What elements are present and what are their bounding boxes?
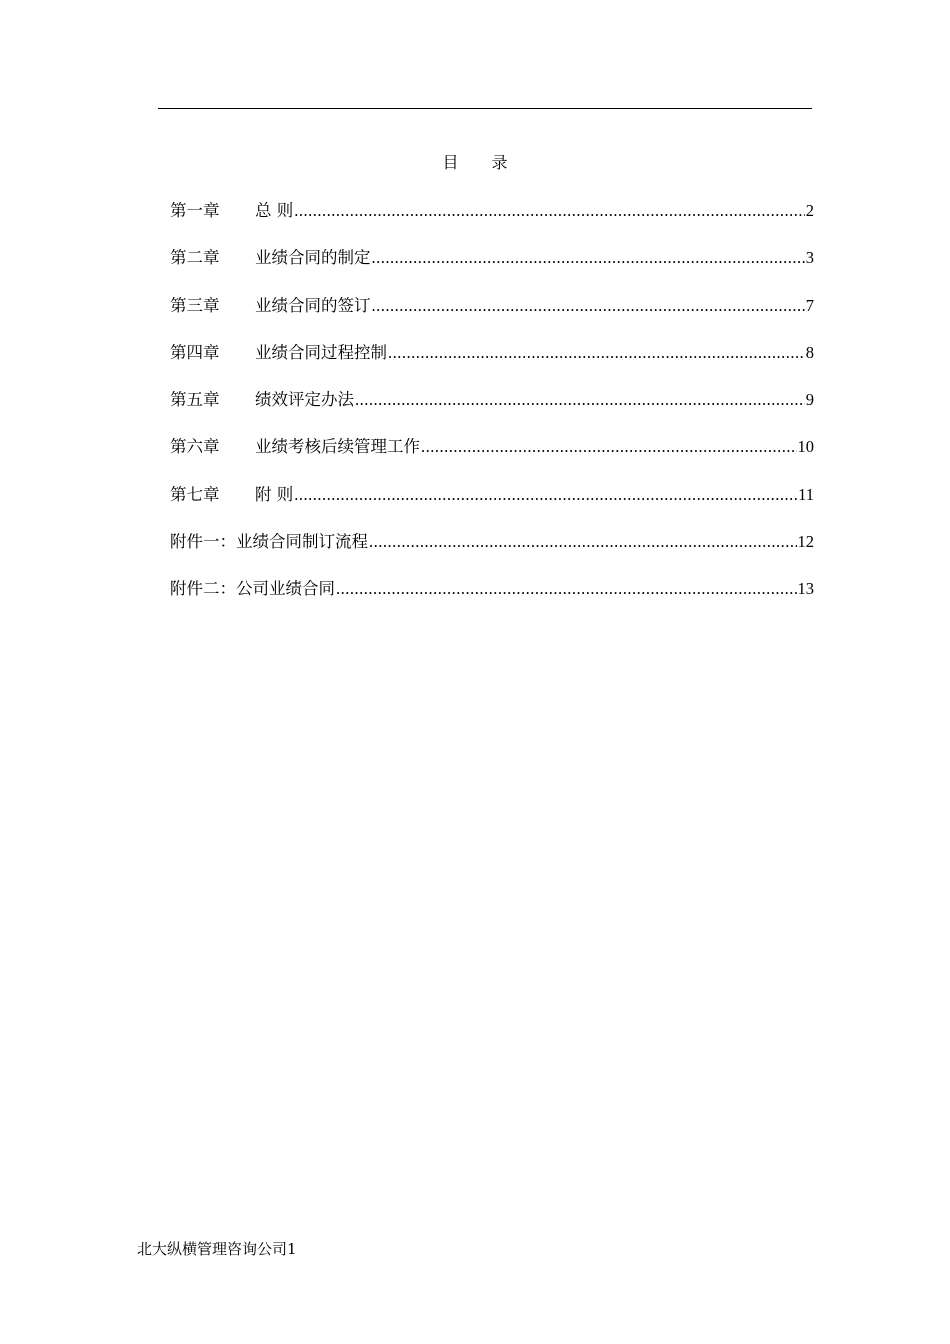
toc-entry-chapter-6[interactable] [170, 433, 814, 480]
toc-entry-chapter-1[interactable] [170, 197, 814, 244]
toc-entry-label: 公司业绩合同 [236, 579, 335, 599]
toc-appendix-number: 附件二： [170, 579, 236, 599]
toc-chapter-number: 第二章 [170, 248, 220, 268]
toc-entry-appendix-1[interactable] [170, 528, 814, 575]
toc-page-number: 11 [798, 484, 814, 504]
toc-page-number: 9 [805, 390, 814, 410]
toc-leader-dots [421, 437, 797, 457]
toc-chapter-number: 第五章 [170, 390, 220, 410]
toc-appendix-number: 附件一： [170, 532, 236, 552]
toc-leader-dots [355, 390, 805, 410]
toc-leader-dots [388, 343, 805, 363]
toc-page-number: 3 [805, 248, 814, 268]
toc-leader-dots [294, 201, 805, 221]
toc-leader-dots [294, 485, 797, 505]
toc-leader-dots [369, 532, 797, 552]
toc-chapter-number: 第四章 [170, 342, 220, 362]
toc-chapter-number: 第六章 [170, 437, 220, 457]
toc-entry-label: 业绩合同的制定 [255, 248, 371, 268]
toc-entry-label: 总 则 [255, 201, 294, 220]
toc-chapter-number: 第七章 [170, 484, 220, 504]
toc-page-number: 13 [797, 579, 814, 599]
toc-title: 目 录 [442, 153, 522, 172]
toc-leader-dots [372, 248, 805, 268]
toc-entry-chapter-5[interactable] [170, 386, 814, 433]
toc-leader-dots [336, 579, 797, 599]
toc-entry-chapter-4[interactable] [170, 339, 814, 386]
toc-leader-dots [372, 296, 805, 316]
toc-page-number: 8 [805, 342, 814, 362]
toc-entry-chapter-2[interactable] [170, 244, 814, 291]
toc-entry-label: 业绩合同过程控制 [255, 342, 387, 362]
toc-page-number: 2 [805, 201, 814, 220]
toc-page-number: 10 [797, 437, 814, 457]
toc-entry-label: 业绩合同的签订 [255, 295, 371, 315]
toc-entry-chapter-3[interactable] [170, 292, 814, 339]
toc-chapter-number: 第一章 [170, 201, 220, 220]
toc-entry-label: 业绩考核后续管理工作 [255, 437, 420, 457]
toc-entry-appendix-2[interactable] [170, 575, 814, 622]
toc-entry-label: 绩效评定办法 [255, 390, 354, 410]
toc-entry-label: 业绩合同制订流程 [236, 532, 368, 552]
toc-page-number: 7 [805, 295, 814, 315]
toc-chapter-number: 第三章 [170, 295, 220, 315]
header-rule [158, 108, 812, 109]
toc-list [170, 197, 814, 623]
toc-entry-label: 附 则 [255, 484, 294, 504]
toc-entry-chapter-7[interactable] [170, 481, 814, 528]
page-footer: 北大纵横管理咨询公司1 [137, 1240, 297, 1258]
toc-page-number: 12 [797, 532, 814, 552]
